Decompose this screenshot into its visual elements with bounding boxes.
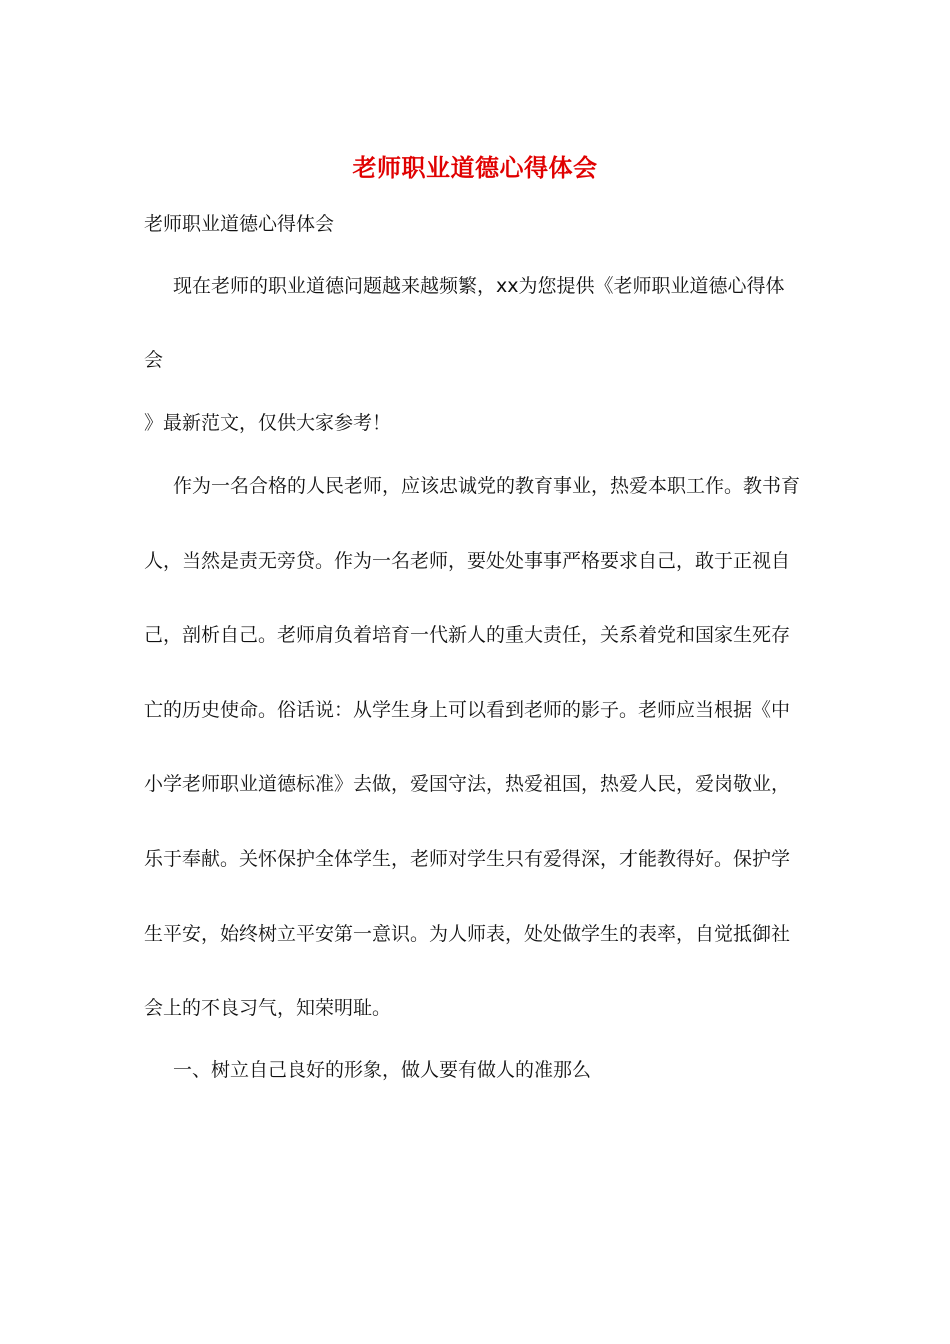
- intro-line: 现在老师的职业道德问题越来越频繁，xx为您提供《老师职业道德心得体: [173, 275, 785, 297]
- paragraph-line: 人，当然是责无旁贷。作为一名老师，要处处事事严格要求自己，敢于正视自: [144, 550, 791, 572]
- subtitle: 老师职业道德心得体会: [144, 213, 335, 235]
- paragraph-line: 己，剖析自己。老师肩负着培育一代新人的重大责任，关系着党和国家生死存: [144, 624, 791, 646]
- section-heading: 一、树立自己良好的形象，做人要有做人的准那么: [173, 1059, 592, 1081]
- paragraph-line: 乐于奉献。关怀保护全体学生，老师对学生只有爱得深，才能教得好。保护学: [144, 848, 791, 870]
- paragraph-line: 会上的不良习气，知荣明耻。: [144, 997, 392, 1019]
- paragraph-line: 作为一名合格的人民老师，应该忠诚党的教育事业，热爱本职工作。教书育: [173, 475, 801, 497]
- intro-line: 》最新范文，仅供大家参考！: [144, 412, 392, 434]
- paragraph-line: 生平安，始终树立平安第一意识。为人师表，处处做学生的表率，自觉抵御社: [144, 923, 791, 945]
- intro-line: 会: [144, 349, 164, 371]
- paragraph-line: 小学老师职业道德标准》去做，爱国守法，热爱祖国，热爱人民，爱岗敬业，: [144, 773, 791, 795]
- paragraph-line: 亡的历史使命。俗话说：从学生身上可以看到老师的影子。老师应当根据《中: [144, 699, 791, 721]
- document-title: 老师职业道德心得体会: [352, 153, 598, 182]
